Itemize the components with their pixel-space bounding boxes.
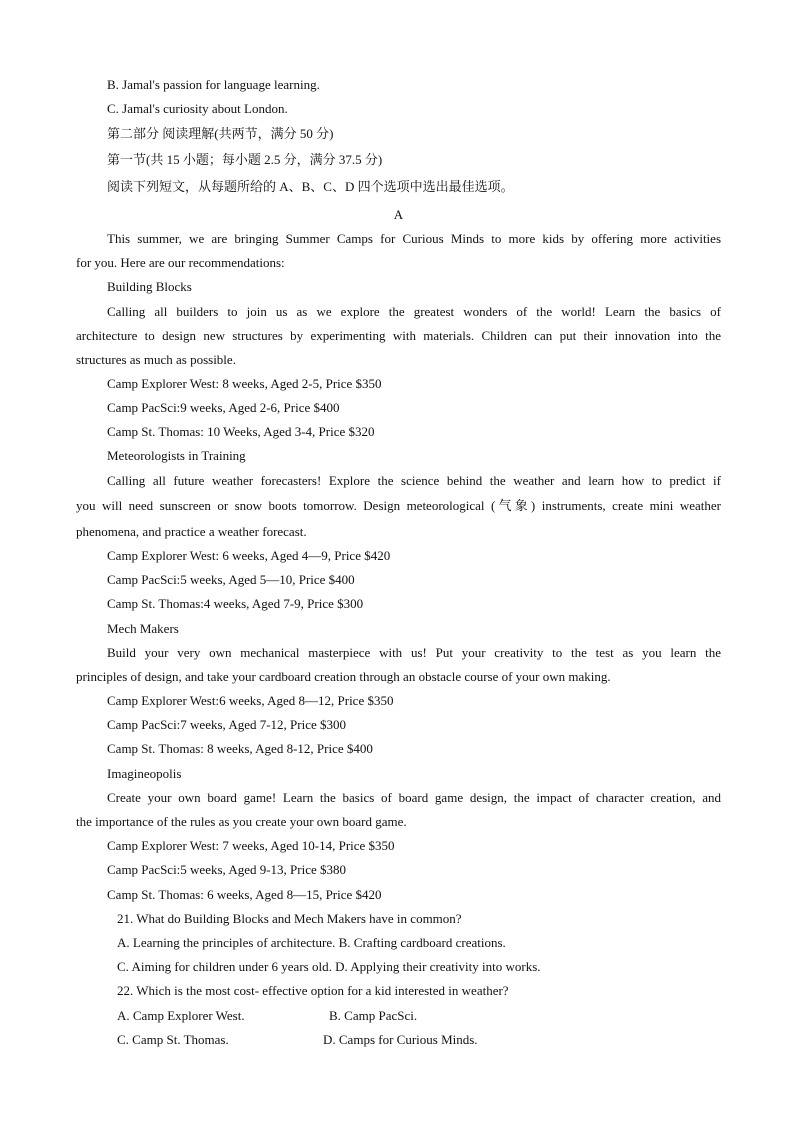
camp-desc-line: principles of design, and take your cardboard creation through an obstacle course of your own making. — [76, 669, 611, 684]
camp-option: Camp Explorer West: 7 weeks, Aged 10-14, Price $350 — [107, 838, 395, 853]
question-option-a: A. Camp Explorer West. — [117, 1008, 245, 1023]
intro-line-1: This summer, we are bringing Summer Camps for Curious Minds to more kids by offering more activities — [107, 231, 721, 246]
question-options-line: C. Aiming for children under 6 years old. D. Applying their creativity into works. — [117, 959, 541, 974]
question-options-line: A. Learning the principles of architecture. B. Crafting cardboard creations. — [117, 935, 506, 950]
passage-letter: A — [393, 207, 404, 222]
part-title: 第二部分 阅读理解(共两节，满分 50 分) — [107, 126, 334, 141]
camp-desc-line: Calling all future weather forecasters! Explore the science behind the weather and learn how to predict if — [107, 473, 721, 488]
camp-option: Camp St. Thomas: 6 weeks, Aged 8—15, Price $420 — [107, 887, 382, 902]
camp-option: Camp St. Thomas: 8 weeks, Aged 8-12, Price $400 — [107, 741, 373, 756]
camp-desc-line: phenomena, and practice a weather forecast. — [76, 524, 307, 539]
prev-option-c: C. Jamal's curiosity about London. — [107, 101, 288, 116]
question-option-b: B. Camp PacSci. — [329, 1008, 418, 1023]
instructions: 阅读下列短文，从每题所给的 A、B、C、D 四个选项中选出最佳选项。 — [107, 179, 514, 194]
camp-title-meteorologists: Meteorologists in Training — [107, 448, 246, 463]
camp-option: Camp St. Thomas: 10 Weeks, Aged 3-4, Price $320 — [107, 424, 375, 439]
intro-line-2: for you. Here are our recommendations: — [76, 255, 285, 270]
camp-desc-line: Build your very own mechanical masterpiece with us! Put your creativity to the test as you learn the — [107, 645, 721, 660]
camp-option: Camp PacSci:5 weeks, Aged 9-13, Price $380 — [107, 862, 347, 877]
camp-option: Camp Explorer West:6 weeks, Aged 8—12, Price $350 — [107, 693, 394, 708]
camp-option: Camp PacSci:9 weeks, Aged 2-6, Price $400 — [107, 400, 340, 415]
question-option-c: C. Camp St. Thomas. — [117, 1032, 229, 1047]
camp-title-building-blocks: Building Blocks — [107, 279, 192, 294]
camp-desc-line: Create your own board game! Learn the basics of board game design, the impact of character creation, and — [107, 790, 721, 805]
camp-option: Camp Explorer West: 6 weeks, Aged 4—9, Price $420 — [107, 548, 391, 563]
question-stem: 21. What do Building Blocks and Mech Makers have in common? — [117, 911, 462, 926]
camp-desc-line: structures as much as possible. — [76, 352, 236, 367]
camp-option: Camp PacSci:7 weeks, Aged 7-12, Price $300 — [107, 717, 347, 732]
camp-desc-line: Calling all builders to join us as we explore the greatest wonders of the world! Learn the basics of — [107, 304, 721, 319]
camp-option: Camp PacSci:5 weeks, Aged 5—10, Price $400 — [107, 572, 355, 587]
camp-desc-line: architecture to design new structures by experimenting with materials. Children can put their innovation into the — [76, 328, 721, 343]
camp-desc-line: you will need sunscreen or snow boots tomorrow. Design meteorological (气象) instruments, create mini weather — [76, 498, 721, 513]
camp-option: Camp Explorer West: 8 weeks, Aged 2-5, Price $350 — [107, 376, 382, 391]
question-stem: 22. Which is the most cost- effective option for a kid interested in weather? — [117, 983, 509, 998]
prev-option-b: B. Jamal's passion for language learning. — [107, 77, 320, 92]
camp-desc-line: the importance of the rules as you create your own board game. — [76, 814, 407, 829]
camp-title-imagineopolis: Imagineopolis — [107, 766, 182, 781]
subsection-title: 第一节(共 15 小题；每小题 2.5 分，满分 37.5 分) — [107, 152, 383, 167]
question-option-d: D. Camps for Curious Minds. — [323, 1032, 478, 1047]
camp-title-mech-makers: Mech Makers — [107, 621, 179, 636]
camp-option: Camp St. Thomas:4 weeks, Aged 7-9, Price $300 — [107, 596, 364, 611]
